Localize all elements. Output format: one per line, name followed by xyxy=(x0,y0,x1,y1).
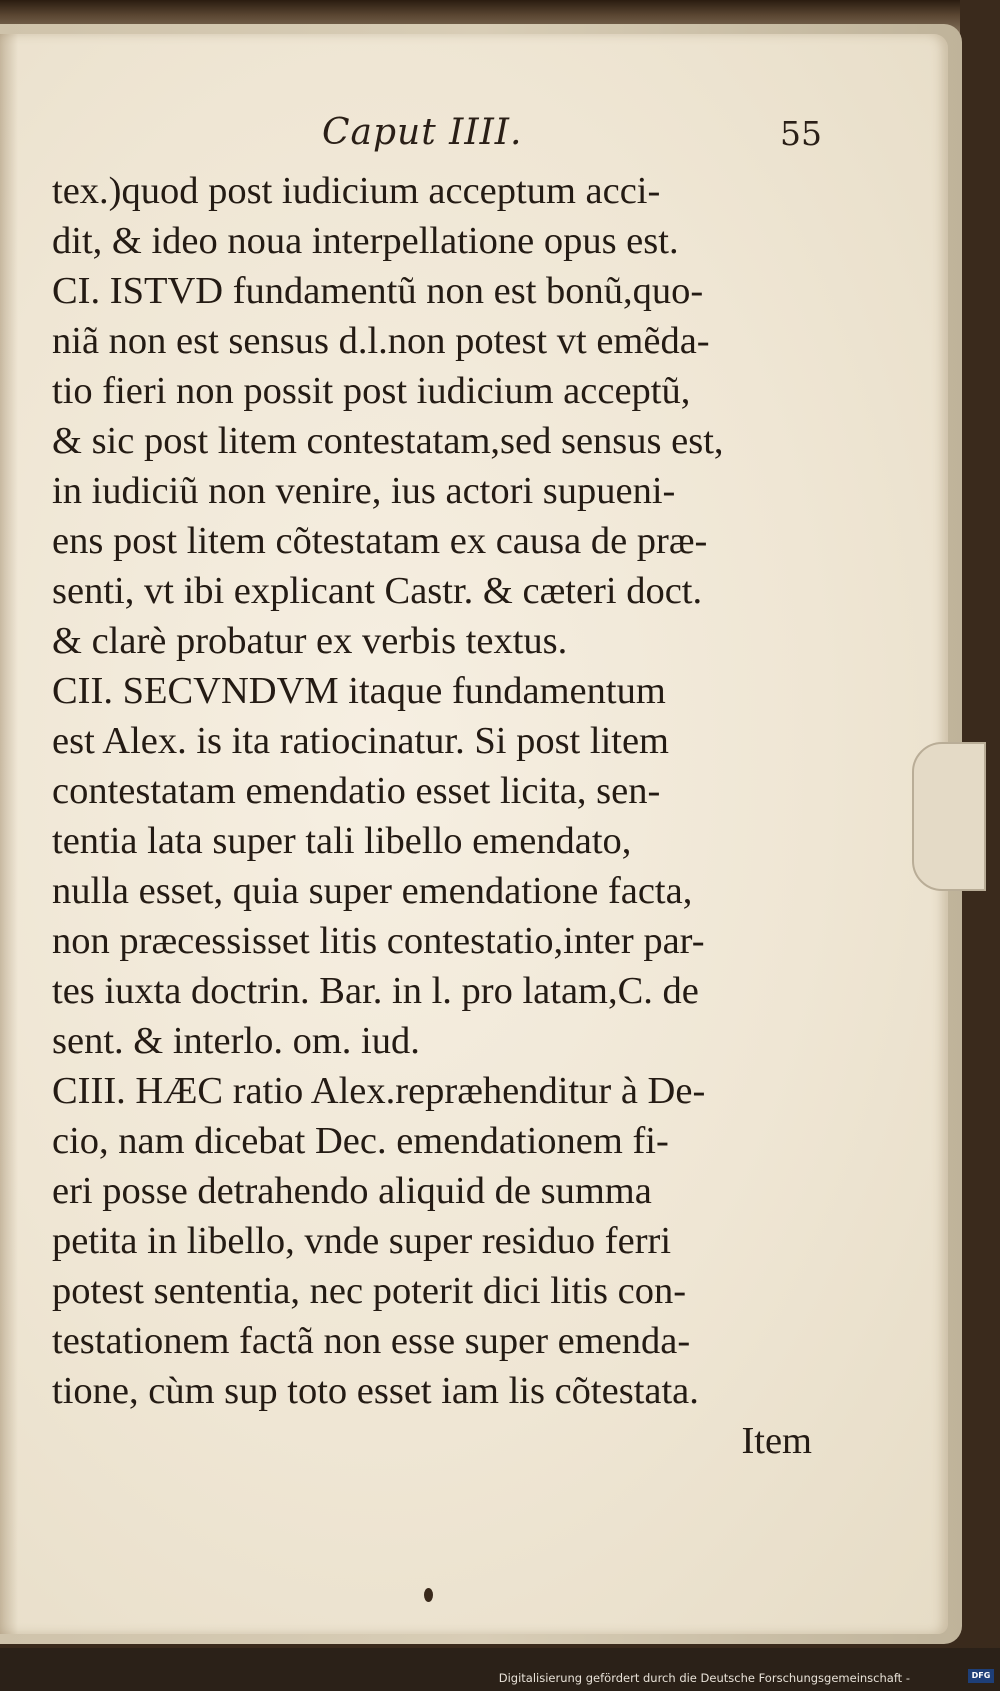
text-line: sent. & interlo. om. iud. xyxy=(52,1020,420,1062)
text-line: potest sententia, nec poterit dici litis con- xyxy=(52,1270,687,1312)
text-line: tione, cùm sup toto esset iam lis cõtestata. xyxy=(52,1370,699,1412)
text-line: dit, & ideo noua interpellatione opus est. xyxy=(52,220,679,262)
text-line: eri posse detrahendo aliquid de summa xyxy=(52,1170,652,1212)
text-line: & sic post litem contestatam,sed sensus est, xyxy=(52,420,724,462)
text-line: tio fieri non possit post iudicium acceptũ, xyxy=(52,370,691,412)
text-line: tentia lata super tali libello emendato, xyxy=(52,820,632,862)
text-line: testationem factã non esse super emenda- xyxy=(52,1320,691,1362)
text-line: nulla esset, quia super emendatione facta, xyxy=(52,870,693,912)
running-title: Caput IIII. xyxy=(322,112,523,153)
page-clip xyxy=(912,742,986,891)
text-line: senti, vt ibi explicant Castr. & cæteri doct. xyxy=(52,570,703,612)
text-line: niã non est sensus d.l.non potest vt emẽda- xyxy=(52,320,710,362)
digitization-credit: Digitalisierung gefördert durch die Deutsche Forschungsgemeinschaft - xyxy=(498,1671,910,1685)
text-line: in iudiciũ non venire, ius actori supueni- xyxy=(52,470,676,512)
text-line: CII. SECVNDVM itaque fundamentum xyxy=(52,670,666,712)
text-line: est Alex. is ita ratiocinatur. Si post litem xyxy=(52,720,669,762)
text-line: CI. ISTVD fundamentũ non est bonũ,quo- xyxy=(52,270,704,312)
body-text xyxy=(52,166,812,1466)
text-line: petita in libello, vnde super residuo ferri xyxy=(52,1220,672,1262)
text-line: contestatam emendatio esset licita, sen- xyxy=(52,770,661,812)
text-line: cio, nam dicebat Dec. emendationem fi- xyxy=(52,1120,669,1162)
text-line: tes iuxta doctrin. Bar. in l. pro latam,C. de xyxy=(52,970,699,1012)
text-line: non præcessisset litis contestatio,inter par- xyxy=(52,920,705,962)
text-line: & clarè probatur ex verbis textus. xyxy=(52,620,568,662)
text-line: ens post litem cõtestatam ex causa de præ- xyxy=(52,520,708,562)
catchword: Item xyxy=(741,1420,812,1462)
ink-spot xyxy=(424,1588,433,1602)
page-header xyxy=(310,112,830,166)
text-line: tex.)quod post iudicium acceptum acci- xyxy=(52,170,661,212)
page-number: 55 xyxy=(780,114,822,153)
text-line: CIII. HÆC ratio Alex.repræhenditur à De- xyxy=(52,1070,706,1112)
dfg-logo: DFG xyxy=(968,1669,994,1683)
